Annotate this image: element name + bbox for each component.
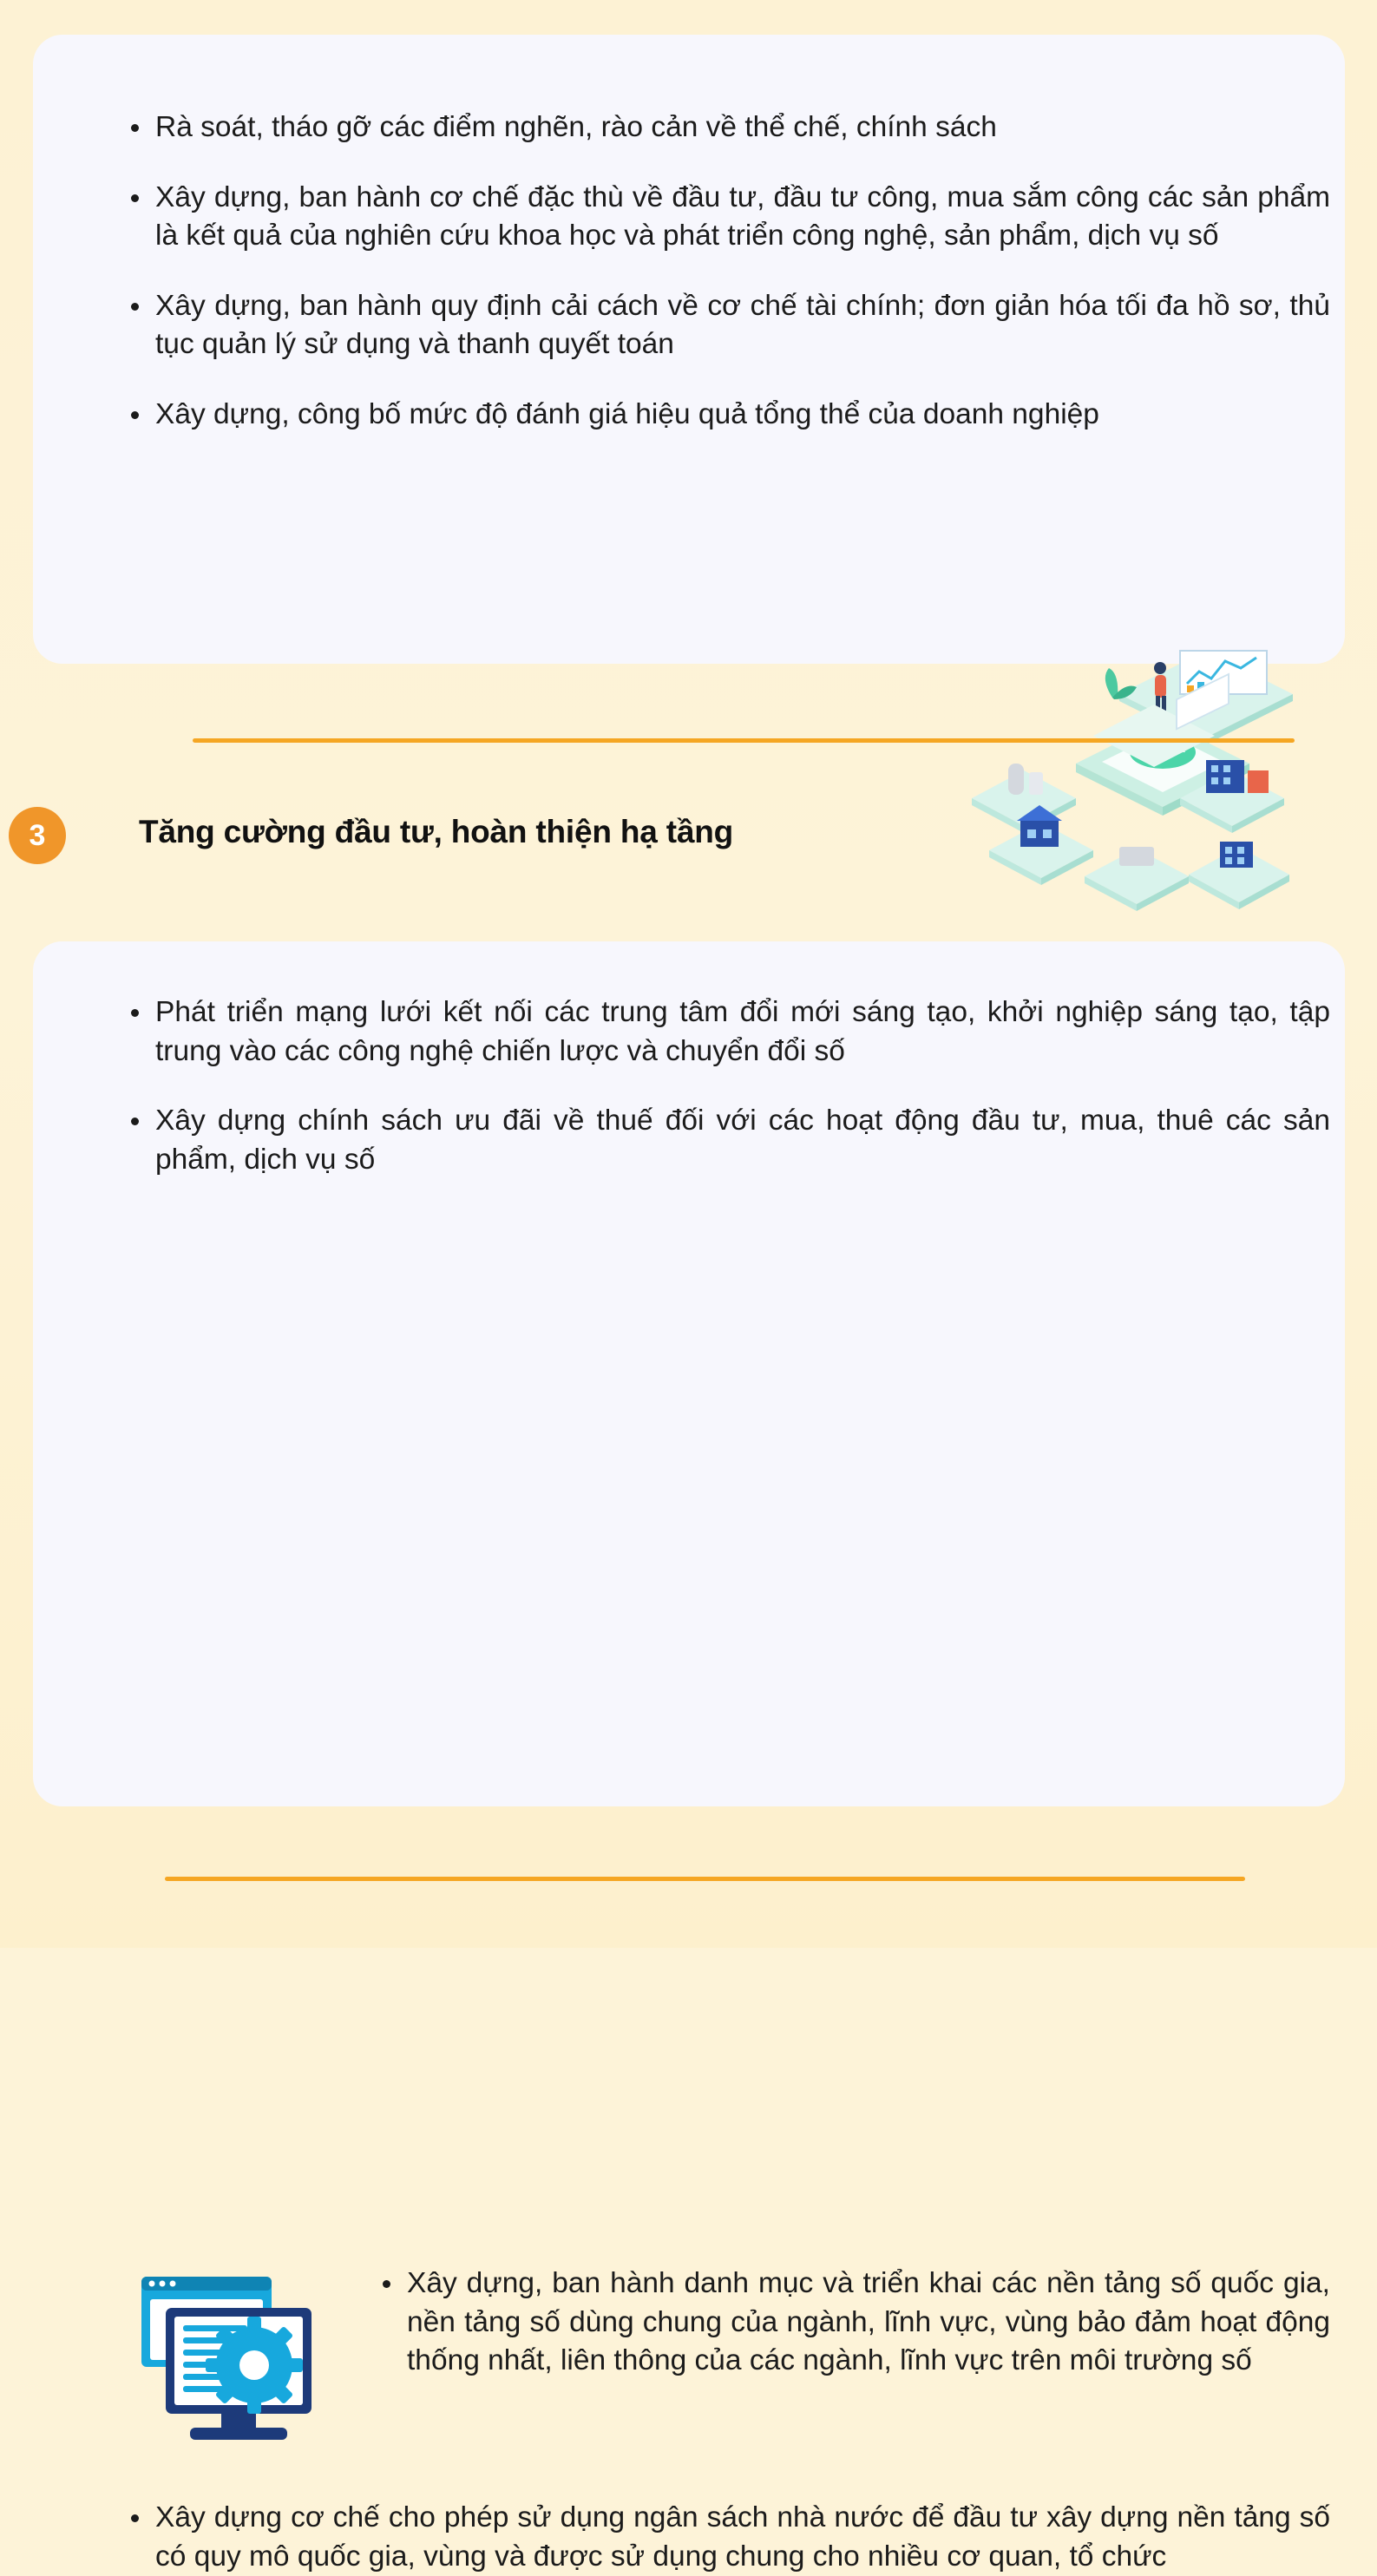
list-item: Xây dựng, ban hành danh mục và triển khai các nền tảng số quốc gia, nền tảng số dùng chung của ngành, lĩnh vực, vùng bảo đảm hoạt động thống nhất, liên thông của các ngành, lĩnh vực trên môi trường số bbox=[367, 2265, 1330, 2381]
list-item: Xây dựng cơ chế cho phép sử dụng ngân sách nhà nước để đầu tư xây dựng nền tảng số có quy mô quốc gia, vùng và được sử dụng chung cho nhiều cơ quan, tổ chức bbox=[115, 2499, 1330, 2576]
bottom-content-card bbox=[33, 941, 1345, 2573]
bottom-bullet-list-upper bbox=[115, 993, 1330, 1179]
top-bullet-list bbox=[115, 108, 1330, 434]
section-title: Tăng cường đầu tư, hoàn thiện hạ tầng bbox=[139, 814, 734, 849]
top-content-card bbox=[33, 35, 1345, 664]
divider-line-bottom bbox=[165, 1877, 1245, 1881]
bottom-bullet-list-lower bbox=[115, 2499, 1330, 2576]
list-item: Rà soát, tháo gỡ các điểm nghẽn, rào cản về thể chế, chính sách bbox=[115, 108, 1330, 147]
monitor-gear-icon bbox=[133, 2271, 341, 2458]
list-item: Xây dựng chính sách ưu đãi về thuế đối với các hoạt động đầu tư, mua, thuê các sản phẩm, dịch vụ số bbox=[115, 1102, 1330, 1179]
list-item: Xây dựng, công bố mức độ đánh giá hiệu quả tổng thể của doanh nghiệp bbox=[115, 396, 1330, 435]
isometric-digital-infrastructure-icon bbox=[946, 633, 1310, 920]
list-item: Xây dựng, ban hành quy định cải cách về cơ chế tài chính; đơn giản hóa tối đa hồ sơ, thủ tục quản lý sử dụng và thanh quyết toán bbox=[115, 287, 1330, 364]
sub-bullet-list bbox=[367, 2265, 1330, 2381]
divider-line-top bbox=[193, 738, 1295, 743]
list-item: Phát triển mạng lưới kết nối các trung tâm đổi mới sáng tạo, khởi nghiệp sáng tạo, tập trung vào các công nghệ chiến lược và chuyển đổi số bbox=[115, 993, 1330, 1071]
section-number-badge: 3 bbox=[9, 807, 66, 864]
list-item: Xây dựng, ban hành cơ chế đặc thù về đầu tư, đầu tư công, mua sắm công các sản phẩm là kết quả của nghiên cứu khoa học và phát triển công nghệ, sản phẩm, dịch vụ số bbox=[115, 179, 1330, 256]
